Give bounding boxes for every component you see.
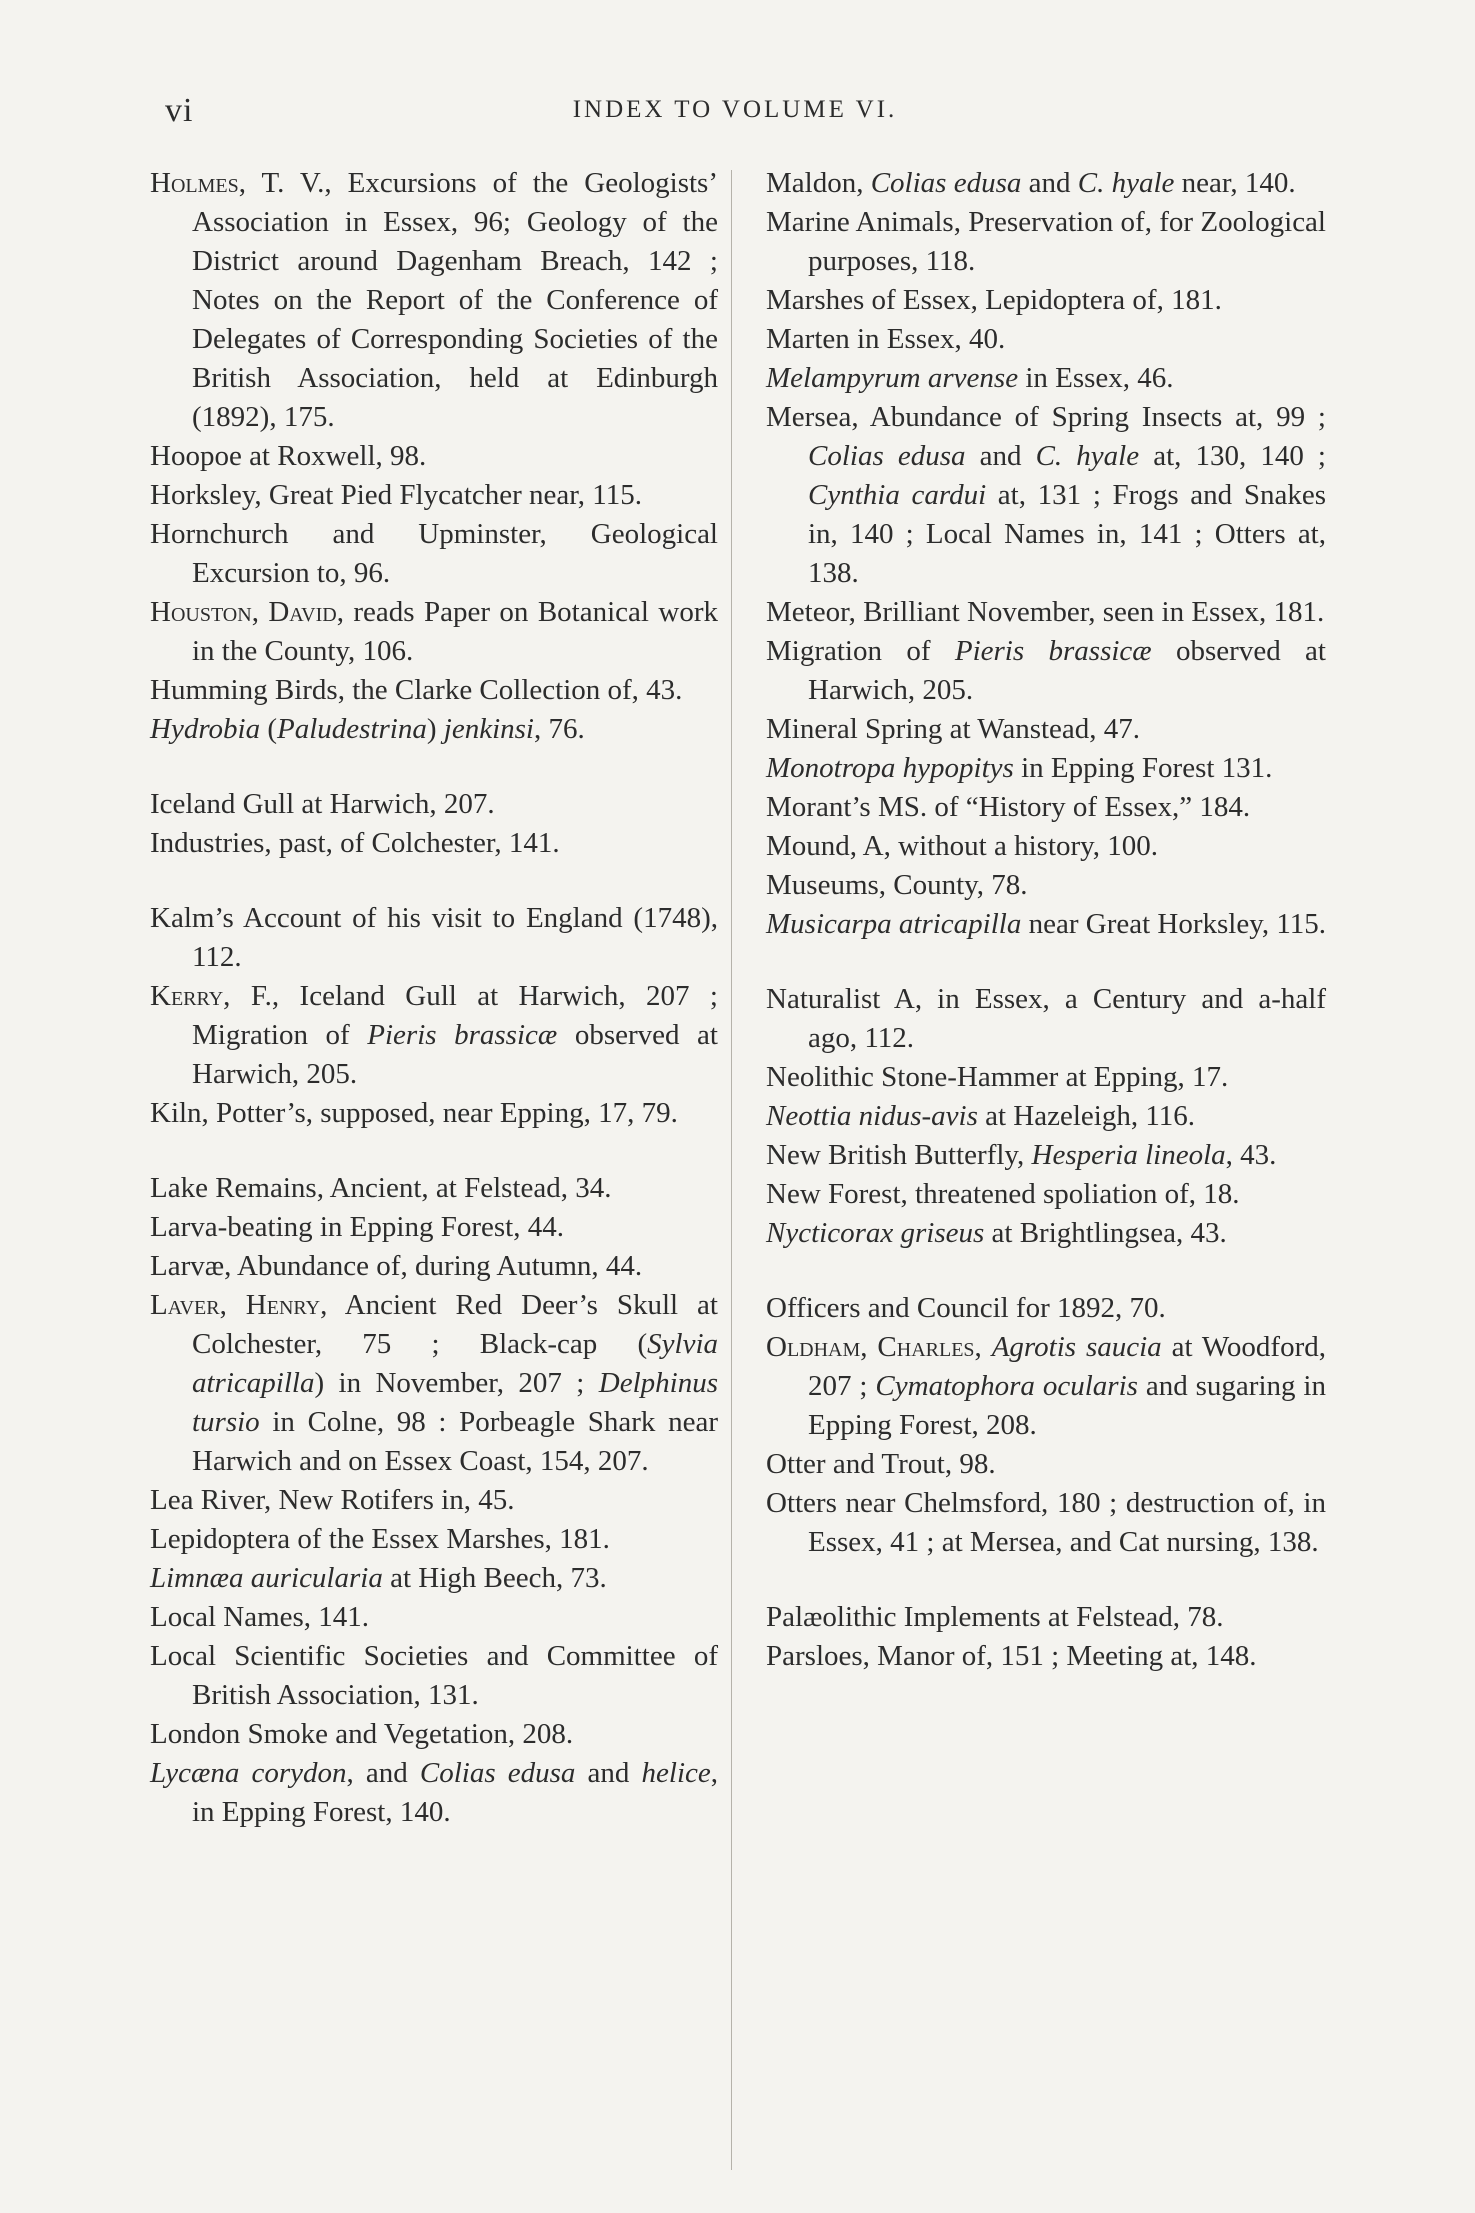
entry-italic-text: Hydrobia [150,713,261,745]
index-entry [766,827,1326,866]
entry-italic-text: Neottia nidus-avis [766,1100,978,1132]
entry-text: Maldon, [766,167,871,199]
entry-italic-text: Colias edusa [808,440,966,472]
index-entry [150,1169,718,1208]
index-entry [766,593,1326,632]
entry-text: Naturalist A, in Essex, a Century and a-half ago, 112. [766,983,1326,1054]
entry-text: near, 140. [1174,167,1296,199]
entry-text: , 43. [1225,1139,1277,1171]
entry-text: Mersea, Abundance of Spring Insects at, 99 ; [766,401,1326,433]
entry-text: Officers and Council for 1892, 70. [766,1292,1166,1324]
entry-text: Lepidoptera of the Essex Marshes, 181. [150,1523,610,1555]
entry-italic-text: Monotropa hypopitys [766,752,1014,784]
index-entry [766,203,1326,281]
entry-text: Marine Animals, Preservation of, for Zoological purposes, 118. [766,206,1326,277]
entry-text [982,1331,992,1363]
index-entry [766,788,1326,827]
entry-text: , 76. [533,713,585,745]
index-entry [150,1559,718,1598]
entry-text: Lea River, New Rotifers in, 45. [150,1484,515,1516]
entry-text: and sugaring in Epping Forest, 208. [808,1370,1326,1441]
index-entry [150,164,718,437]
entry-text: , in Epping Forest, 140. [192,1757,719,1828]
index-entry [150,824,718,863]
entry-italic-text: Pieris brassicæ [954,635,1152,667]
entry-text: Meteor, Brilliant November, seen in Essex, 181. [766,596,1325,628]
entry-italic-text: jenkinsi [443,713,534,745]
entry-italic-text: Paludestrina [277,713,427,745]
entry-text: ( [260,713,278,745]
entry-text: Mound, A, without a history, 100. [766,830,1159,862]
entry-text: Morant’s MS. of “History of Essex,” 184. [766,791,1251,823]
index-entry [150,1520,718,1559]
entry-text: reads Paper on Botanical work in the County, 106. [192,596,718,667]
index-entry [150,1754,718,1832]
index-entry [766,710,1326,749]
entry-italic-text: Limnæa auricularia [150,1562,383,1594]
index-entry [150,1247,718,1286]
entry-text: Migration of [766,635,955,667]
entry-author-name: Oldham, Charles, [766,1331,982,1363]
entry-italic-text: Cymatophora ocularis [875,1370,1138,1402]
page-number: vi [165,92,194,129]
entry-text: observed at Harwich, 205. [192,1019,718,1090]
index-entry [766,632,1326,710]
index-entry [150,476,718,515]
entry-text: Larvæ, Abundance of, during Autumn, 44. [150,1250,643,1282]
running-title: INDEX TO VOLUME VI. [572,96,898,123]
index-entry [766,359,1326,398]
entry-text: Kiln, Potter’s, supposed, near Epping, 17, 79. [150,1097,678,1129]
index-entry [150,593,718,671]
index-entry [150,1481,718,1520]
index-entry [150,1094,718,1133]
entry-text: Palæolithic Implements at Felstead, 78. [766,1601,1224,1633]
entry-text: near Great Horksley, 115. [1021,908,1327,940]
index-entry [766,749,1326,788]
entry-text: and [575,1757,642,1789]
entry-text: Iceland Gull at Harwich, 207. [150,788,495,820]
column-divider [731,170,732,2170]
entry-text: New Forest, threatened spoliation of, 18. [766,1178,1240,1210]
index-entry [766,1289,1326,1328]
entry-author-name: Kerry, F., [150,980,280,1012]
entry-text: Excursions of the Geologists’ Association in Essex, 96; Geology of the District around Dagenham Breach, 142 ; Notes on the Report of the Conference of Delegates of Corresponding Societies of the British Association, held at Edinburgh (1892), 175. [192,167,718,433]
index-entry [766,866,1326,905]
entry-italic-text: Sylvia atricapilla [192,1328,718,1399]
entry-text: in Essex, 46. [1018,362,1174,394]
entry-text: ) [426,713,444,745]
entry-author-name: Houston, David, [150,596,344,628]
entry-text: and [1021,167,1078,199]
entry-italic-text: Hesperia lineola [1031,1139,1226,1171]
entry-text: Kalm’s Account of his visit to England (1748), 112. [150,902,718,973]
entry-text: at High Beech, 73. [382,1562,607,1594]
entry-text: at, 130, 140 ; [1139,440,1326,472]
index-entry [766,1598,1326,1637]
index-entry [766,1136,1326,1175]
index-entry [150,515,718,593]
entry-italic-text: Colias edusa [419,1757,576,1789]
index-entry [150,671,718,710]
index-entry [150,1208,718,1247]
index-entry [766,1445,1326,1484]
index-entry [150,1715,718,1754]
entry-text: in Colne, 98 : Porbeagle Shark near Harwich and on Essex Coast, 154, 207. [192,1406,718,1477]
entry-italic-text: Melampyrum arvense [766,362,1019,394]
index-entry [766,164,1326,203]
entry-italic-text: Pieris brassicæ [367,1019,558,1051]
entry-italic-text: Nycticorax griseus [766,1217,985,1249]
index-entry [766,320,1326,359]
entry-italic-text: helice [641,1757,711,1789]
index-entry [766,1484,1326,1562]
entry-italic-text: Musicarpa atricapilla [766,908,1022,940]
entry-text: at Brightlingsea, 43. [984,1217,1227,1249]
index-entry [150,899,718,977]
entry-italic-text: Lycæna corydon [150,1757,347,1789]
entry-italic-text: C. hyale [1077,167,1175,199]
index-entry [150,1637,718,1715]
index-entry [150,1598,718,1637]
entry-text: Neolithic Stone-Hammer at Epping, 17. [766,1061,1229,1093]
entry-text: Otter and Trout, 98. [766,1448,996,1480]
index-entry [766,1058,1326,1097]
entry-text: Larva-beating in Epping Forest, 44. [150,1211,564,1243]
entry-italic-text: Agrotis saucia [991,1331,1162,1363]
entry-text: Mineral Spring at Wanstead, 47. [766,713,1141,745]
index-entry [766,398,1326,593]
entry-text: Local Names, 141. [150,1601,370,1633]
entry-text: at, 131 ; Frogs and Snakes in, 140 ; Local Names in, 141 ; Otters at, 138. [808,479,1326,589]
entry-text: Museums, County, 78. [766,869,1028,901]
entry-text: observed at Harwich, 205. [808,635,1326,706]
index-entry [766,905,1326,944]
entry-text: Local Scientific Societies and Committee of British Association, 131. [150,1640,718,1711]
index-entry [150,977,718,1094]
index-column-left [150,164,718,1832]
page-header [165,92,1305,132]
entry-italic-text: Cynthia cardui [808,479,987,511]
entry-author-name: Holmes, T. V., [150,167,332,199]
index-entry [766,281,1326,320]
entry-text: Horksley, Great Pied Flycatcher near, 115. [150,479,642,511]
index-entry [150,785,718,824]
entry-text: Otters near Chelmsford, 180 ; destruction of, in Essex, 41 ; at Mersea, and Cat nursing, 138. [766,1487,1326,1558]
entry-text: and [965,440,1036,472]
index-entry [766,1214,1326,1253]
index-entry [150,710,718,749]
index-entry [766,1175,1326,1214]
entry-text: Lake Remains, Ancient, at Felstead, 34. [150,1172,612,1204]
entry-text: New British Butterfly, [766,1139,1032,1171]
index-entry [150,1286,718,1481]
entry-text: Ancient Red Deer’s Skull at Colchester, 75 ; Black-cap ( [192,1289,718,1360]
entry-text: London Smoke and Vegetation, 208. [150,1718,574,1750]
entry-text: Parsloes, Manor of, 151 ; Meeting at, 148. [766,1640,1257,1672]
entry-italic-text: Colias edusa [870,167,1022,199]
entry-text: ) in November, 207 ; [314,1367,599,1399]
entry-text: , and [346,1757,420,1789]
index-column-right [766,164,1326,1676]
entry-italic-text: Delphinus tursio [192,1367,718,1438]
entry-text: Hoopoe at Roxwell, 98. [150,440,427,472]
index-entry [766,1097,1326,1136]
index-entry [766,1328,1326,1445]
entry-text: in Epping Forest 131. [1013,752,1273,784]
index-entry [766,980,1326,1058]
entry-text: at Hazeleigh, 116. [977,1100,1196,1132]
entry-text: Marten in Essex, 40. [766,323,1006,355]
entry-text: Iceland Gull at Harwich, 207 ; Migration of [192,980,718,1051]
entry-text: Hornchurch and Upminster, Geological Excursion to, 96. [150,518,718,589]
entry-text: Industries, past, of Colchester, 141. [150,827,560,859]
index-entry [766,1637,1326,1676]
entry-italic-text: C. hyale [1035,440,1140,472]
entry-author-name: Laver, Henry, [150,1289,328,1321]
entry-text: at Woodford, 207 ; [808,1331,1326,1402]
entry-text: Marshes of Essex, Lepidoptera of, 181. [766,284,1222,316]
index-entry [150,437,718,476]
entry-text: Humming Birds, the Clarke Collection of, 43. [150,674,683,706]
